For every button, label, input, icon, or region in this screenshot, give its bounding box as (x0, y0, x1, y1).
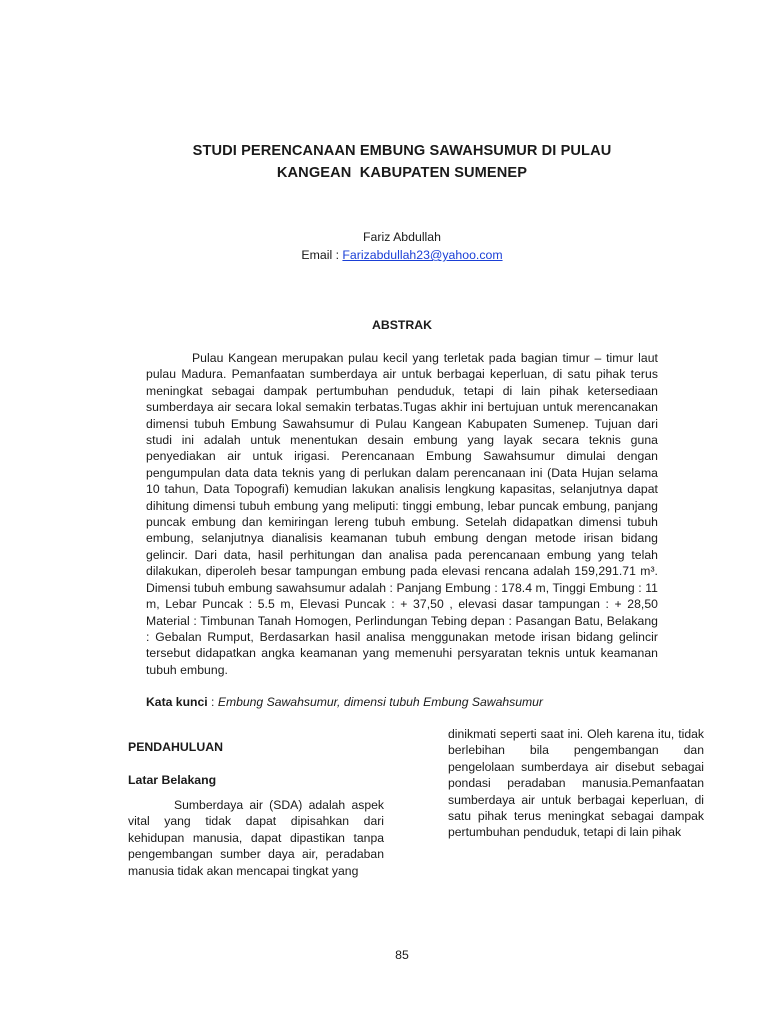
keywords-text: Embung Sawahsumur, dimensi tubuh Embung Sawahsumur (217, 695, 543, 709)
intro-paragraph-right: dinikmati seperti saat ini. Oleh karena itu, tidak berlebihan bila pengembangan dan pengelolaan sumberdaya air disebut sebagai pondasi peradaban manusia.Pemanfaatan sumberdaya air untuk berbagai keperluan, di satu pihak terus meningkat sebagai dampak pertumbuhan penduduk, tetapi di lain pihak (448, 727, 704, 840)
page-number: 85 (395, 948, 409, 962)
subsection-heading-latar-belakang: Latar Belakang (128, 773, 217, 787)
keywords-separator: : (207, 695, 218, 709)
abstract-heading: ABSTRAK (371, 318, 433, 332)
keywords-line (146, 694, 658, 710)
right-column (448, 726, 704, 841)
paper-title (120, 140, 684, 184)
abstract-body: Pulau Kangean merupakan pulau kecil yang terletak pada bagian timur – timur laut pulau Madura. Pemanfaatan sumberdaya air untuk berbagai keperluan, di satu pihak terus meningkat sebagai dampak pertumbuhan penduduk, tetapi di lain pihak ketersediaan sumberdaya air secara lokal semakin terbatas.Tugas akhir ini bertujuan untuk merencanakan dimensi tubuh Embung Sawahsumur di Pulau Kangean Kabupaten Sumenep. Tujuan dari studi ini adalah untuk menentukan desain embung yang layak secara teknis guna penyediakan air untuk irigasi. Perencanaan Embung Sawahsumur dimulai dengan pengumpulan data data teknis yang di perlukan dalam perencanaan ini (Data Hujan selama 10 tahun, Data Topografi) kemudian lakukan analisis lengkung kapasitas, selanjutnya dapat dihitung dimensi tubuh embung yang meliputi: tinggi embung, lebar puncak embung, panjang puncak embung dan kemiringan lereng tubuh embung. Setelah didapatkan dimensi tubuh embung, selanjutnya dianalisis keamanan tubuh embung dengan metode irisan bidang gelincir. Dari data, hasil perhitungan dan analisa pada perencanaan embung yang telah dilakukan, diperoleh besar tampungan embung pada elevasi rencana adalah 159,291.71 m³. Dimensi tubuh embung sawahsumur adalah : Panjang Embung : 178.4 m, Tinggi Embung : 11 m, Lebar Puncak : 5.5 m, Elevasi Puncak : + 37,50 , elevasi dasar tampungan : + 28,50 Material : Timbunan Tanah Homogen, Perlindungan Tebing depan : Pasangan Batu, Belakang : Gebalan Rumput, Berdasarkan hasil analisa menggunakan metode irisan bidang gelincir tersebut didapatkan angka keamanan yang memenuhi persyaratan teknis untuk keamanan tubuh embung. (146, 351, 658, 677)
email-link[interactable]: Farizabdullah23@yahoo.com (342, 248, 503, 262)
left-column (128, 740, 384, 879)
author-name: Fariz Abdullah (363, 230, 441, 244)
email-label: Email : (301, 248, 343, 262)
keywords-label: Kata kunci (146, 695, 208, 709)
title-line-2: KANGEAN KABUPATEN SUMENEP (276, 165, 528, 181)
author-block (150, 228, 654, 264)
section-heading-pendahuluan: PENDAHULUAN (128, 740, 223, 754)
author-email-line (150, 246, 654, 264)
title-line-1: STUDI PERENCANAAN EMBUNG SAWAHSUMUR DI PULAU (192, 143, 612, 159)
intro-paragraph-left: Sumberdaya air (SDA) adalah aspek vital yang tidak dapat dipisahkan dari kehidupan manusia, dapat dipastikan tanpa pengembangan sumber daya air, peradaban manusia tidak akan mencapai tingkat yang (128, 798, 384, 878)
